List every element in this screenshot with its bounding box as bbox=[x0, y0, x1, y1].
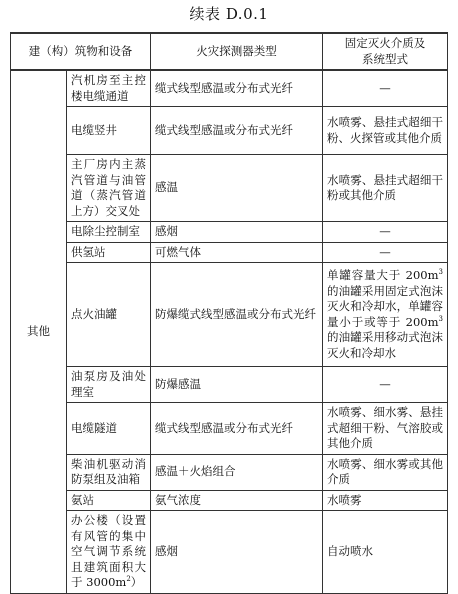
detector-cell: 氨气浓度 bbox=[151, 490, 323, 511]
extinguisher-text: 单罐容量大于 200m bbox=[327, 268, 439, 283]
table-row bbox=[11, 263, 448, 367]
header-extinguisher bbox=[323, 33, 448, 70]
detector-cell: 感温＋火焰组合 bbox=[151, 454, 323, 490]
extinguisher-cell: — bbox=[323, 242, 448, 263]
detector-cell: 防爆缆式线型感温或分布式光纤 bbox=[151, 263, 323, 367]
extinguisher-cell: — bbox=[323, 70, 448, 107]
header-extinguisher-line1: 固定灭火介质及 bbox=[344, 36, 426, 50]
detector-cell: 可燃气体 bbox=[151, 242, 323, 263]
detector-cell: 防爆感温 bbox=[151, 367, 323, 403]
facility-cell: 点火油罐 bbox=[67, 263, 151, 367]
extinguisher-text: 的油罐采用移动式泡沫灭火和冷却水 bbox=[327, 330, 443, 360]
table-row bbox=[11, 367, 448, 403]
table-row bbox=[11, 511, 448, 594]
facility-cell: 电缆竖井 bbox=[67, 107, 151, 155]
header-extinguisher-line2: 系统型式 bbox=[362, 51, 408, 66]
detector-cell: 缆式线型感温或分布式光纤 bbox=[151, 107, 323, 155]
extinguisher-cell: — bbox=[323, 222, 448, 243]
facility-cell: 油泵房及油处理室 bbox=[67, 367, 151, 403]
superscript: 3 bbox=[438, 314, 443, 323]
table-row bbox=[11, 222, 448, 243]
extinguisher-cell: 水喷雾、悬挂式超细干粉或其他介质 bbox=[323, 155, 448, 222]
facility-cell: 供氢站 bbox=[67, 242, 151, 263]
extinguisher-cell: 水喷雾、细水雾或其他介质 bbox=[323, 454, 448, 490]
table-row bbox=[11, 107, 448, 155]
superscript: 3 bbox=[438, 268, 443, 277]
extinguisher-cell: 水喷雾 bbox=[323, 490, 448, 511]
header-building: 建（构）筑物和设备 bbox=[11, 33, 151, 70]
superscript: 2 bbox=[126, 575, 131, 584]
table-caption: 续表 D.0.1 bbox=[189, 5, 269, 23]
extinguisher-cell: 水喷雾、悬挂式超细干粉、火探管或其他介质 bbox=[323, 107, 448, 155]
detector-cell: 感温 bbox=[151, 155, 323, 222]
facility-cell: 电缆隧道 bbox=[67, 403, 151, 455]
extinguisher-cell: — bbox=[323, 367, 448, 403]
detector-cell: 感烟 bbox=[151, 222, 323, 243]
table-row bbox=[11, 403, 448, 455]
table-row bbox=[11, 454, 448, 490]
table-row bbox=[11, 155, 448, 222]
facility-cell: 电除尘控制室 bbox=[67, 222, 151, 243]
detector-cell: 缆式线型感温或分布式光纤 bbox=[151, 70, 323, 107]
table-header-row bbox=[11, 33, 448, 70]
facility-cell: 氨站 bbox=[67, 490, 151, 511]
fire-detector-table bbox=[10, 32, 448, 594]
facility-cell: 柴油机驱动消防泵组及油箱 bbox=[67, 454, 151, 490]
facility-text: ） bbox=[130, 575, 143, 590]
table-row bbox=[11, 70, 448, 107]
detector-cell: 缆式线型感温或分布式光纤 bbox=[151, 403, 323, 455]
detector-cell: 感烟 bbox=[151, 511, 323, 594]
category-cell: 其他 bbox=[11, 70, 67, 593]
header-detector: 火灾探测器类型 bbox=[151, 33, 323, 70]
facility-cell bbox=[67, 511, 151, 594]
facility-cell: 主厂房内主蒸汽管道与油管道（蒸汽管道上方）交叉处 bbox=[67, 155, 151, 222]
table-row bbox=[11, 490, 448, 511]
extinguisher-cell: 自动喷水 bbox=[323, 511, 448, 594]
facility-text: 办公楼（设置有风管的集中空气调节系统且建筑面积大于 3000m bbox=[71, 513, 146, 590]
extinguisher-cell: 水喷雾、细水雾、悬挂式超细干粉、气溶胶或其他介质 bbox=[323, 403, 448, 455]
extinguisher-text: 的油罐采用固定式泡沫灭火和冷却水，单罐容量小于或等于 200m bbox=[327, 283, 443, 329]
table-row bbox=[11, 242, 448, 263]
facility-cell: 汽机房至主控楼电缆通道 bbox=[67, 70, 151, 107]
extinguisher-cell bbox=[323, 263, 448, 367]
